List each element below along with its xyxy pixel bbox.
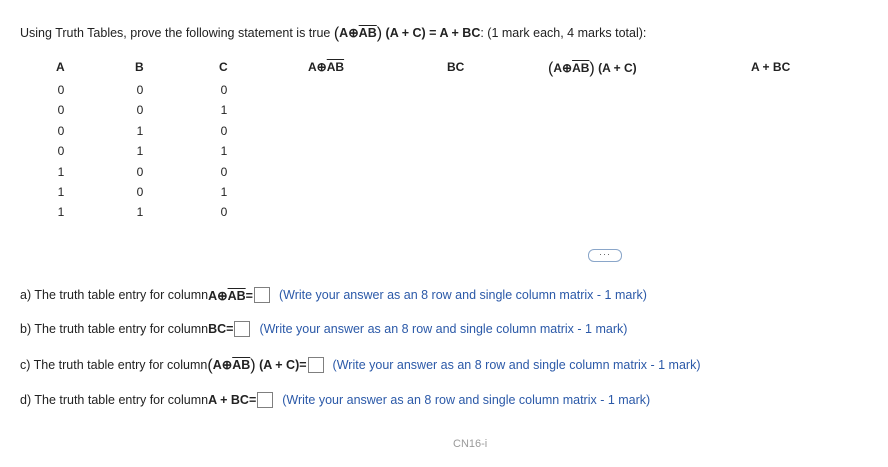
column-a-values (51, 80, 71, 223)
table-cell: 0 (220, 164, 228, 179)
table-cell: 1 (57, 164, 65, 179)
table-cell: 1 (57, 184, 65, 199)
question-b-expression: BC= (208, 322, 234, 336)
table-cell: 1 (220, 103, 228, 118)
intro-suffix: : (1 mark each, 4 marks total): (480, 26, 647, 40)
intro-prefix: Using Truth Tables, prove the following statement is true (20, 26, 334, 40)
header-bc: BC (447, 60, 465, 74)
table-cell: 0 (57, 123, 65, 138)
table-cell: 1 (136, 205, 144, 220)
question-d (20, 392, 650, 408)
question-c-expression: $(A\oplus\overline{AB}) (A + C)=$ (207, 357, 307, 374)
table-cell: 0 (57, 144, 65, 159)
column-b-values (130, 80, 150, 223)
answer-b-input[interactable] (234, 321, 250, 337)
table-cell: 1 (220, 184, 228, 199)
question-c (20, 356, 701, 374)
header-a-xor-ab: $A\oplus\overline{AB}$ (308, 60, 345, 74)
question-d-label: d) The truth table entry for column (20, 393, 209, 407)
table-cell: 1 (220, 144, 228, 159)
table-cell: 0 (136, 164, 144, 179)
table-cell: 0 (57, 83, 65, 97)
answer-d-input[interactable] (257, 392, 273, 408)
question-d-expression: A + BC= (208, 393, 257, 407)
table-cell: 0 (136, 184, 144, 199)
header-a-xor-ab-times-a-plus-c: $(A\oplus\overline{AB}) (A + C)$ (548, 60, 637, 77)
header-a-plus-bc: A + BC (751, 60, 791, 74)
table-cell: 0 (220, 83, 228, 97)
column-c-values (214, 80, 234, 223)
table-cell: 0 (220, 205, 228, 220)
table-cell: 0 (220, 123, 228, 138)
question-intro (20, 24, 646, 42)
more-options-button[interactable]: ··· (588, 249, 622, 262)
question-a-hint: (Write your answer as an 8 row and single column matrix - 1 mark) (278, 288, 647, 302)
question-c-hint: (Write your answer as an 8 row and single column matrix - 1 mark) (332, 358, 701, 372)
question-b-label: b) The truth table entry for column (20, 322, 209, 336)
question-a-expression: $A\oplus\overline{AB}=$ (208, 288, 253, 303)
question-b-hint: (Write your answer as an 8 row and single column matrix - 1 mark) (259, 322, 628, 336)
table-cell: 0 (136, 103, 144, 118)
answer-a-input[interactable] (254, 287, 270, 303)
question-a (20, 287, 647, 303)
table-cell: 0 (57, 103, 65, 118)
question-c-label: c) The truth table entry for column (20, 358, 208, 372)
table-cell: 1 (136, 144, 144, 159)
question-b (20, 321, 627, 337)
header-a: A (56, 60, 65, 74)
table-cell: 1 (136, 123, 144, 138)
header-b: B (135, 60, 144, 74)
question-a-label: a) The truth table entry for column (20, 288, 209, 302)
table-cell: 0 (136, 83, 144, 97)
question-id-label: CN16-i (453, 438, 488, 450)
question-d-hint: (Write your answer as an 8 row and single column matrix - 1 mark) (282, 393, 651, 407)
table-cell: 1 (57, 205, 65, 220)
intro-equation: $(A\oplus\overline{AB}) (A + C) = A$ + BC (333, 25, 481, 42)
answer-c-input[interactable] (308, 357, 324, 373)
header-c: C (219, 60, 228, 74)
